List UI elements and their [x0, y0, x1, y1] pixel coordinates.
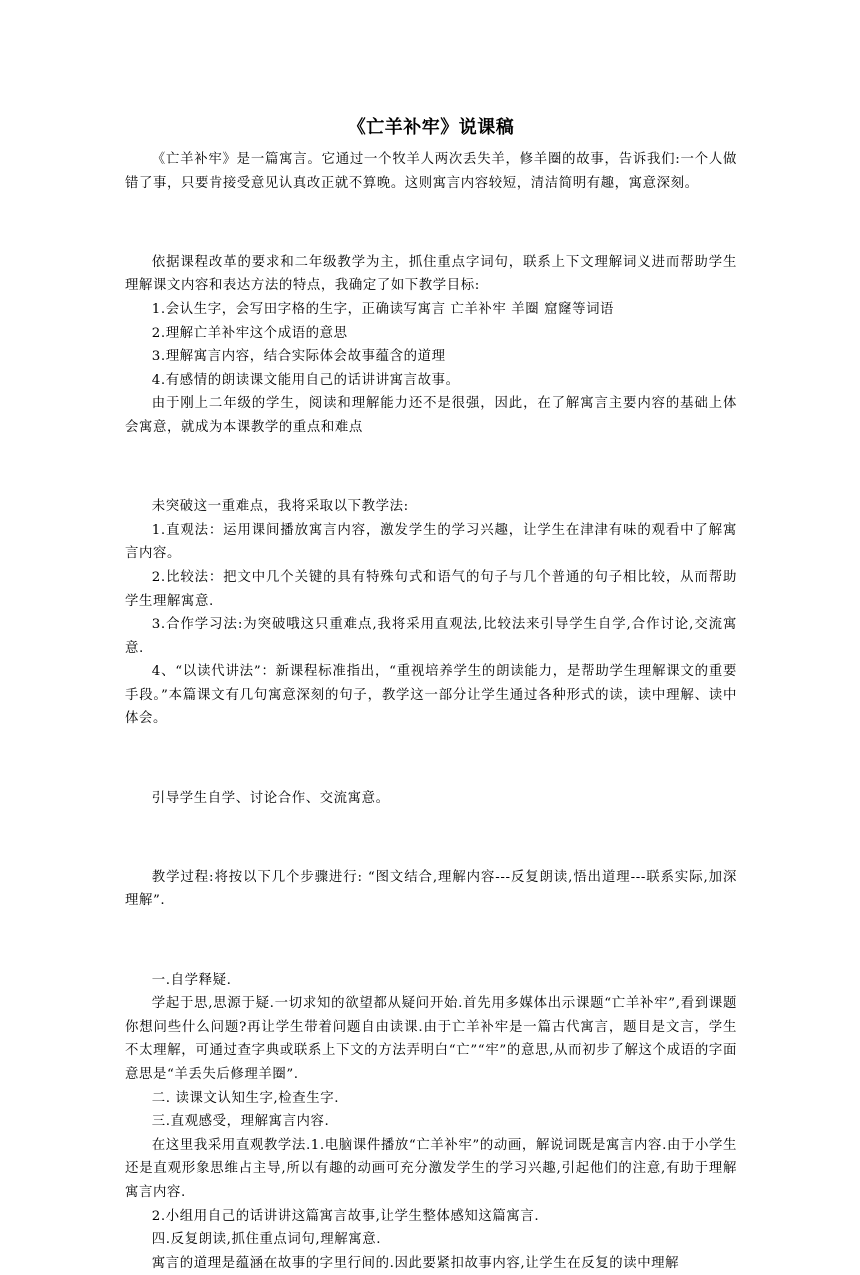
body-paragraph: 一.自学释疑.	[151, 972, 232, 988]
document-title: 《亡羊补牢》说课稿	[347, 117, 515, 138]
body-paragraph: 3.合作学习法:为突破哦这只重难点,我将采用直观法,比较法来引导学生自学,合作讨论,交流寓意.	[125, 617, 737, 656]
document-body	[125, 148, 737, 1275]
body-paragraph: 3.理解寓言内容，结合实际体会故事蕴含的道理	[151, 349, 446, 365]
blank-line	[125, 211, 737, 235]
body-paragraph: 2.比较法：把文中几个关键的具有特殊句式和语气的句子与几个普通的句子相比较，从而帮助学生理解寓意.	[125, 569, 737, 609]
body-paragraph: 2.小组用自己的话讲讲这篇寓言故事,让学生整体感知这篇寓言.	[151, 1208, 540, 1224]
body-paragraph: 三.直观感受，理解寓言内容.	[151, 1114, 330, 1130]
body-paragraph: 学起于思,思源于疑.一切求知的欲望都从疑问开始.首先用多媒体出示课题“亡羊补牢”,看到课题你想问些什么问题?再让学生带着问题自由读课.由于亡羊补牢是一篇古代寓言，题目是文言，学生不太理解，可通过查字典或联系上下文的方法弄明白“亡”“牢”的意思,从而初步了解这个成语的字面意思是“羊丢失后修理羊圈”.	[125, 996, 737, 1082]
blank-line	[125, 747, 737, 771]
body-paragraph: 2.理解亡羊补牢这个成语的意思	[151, 325, 348, 341]
body-paragraph: 二. 读课文认知生字,检查生字.	[151, 1090, 340, 1106]
body-paragraph: 由于刚上二年级的学生，阅读和理解能力还不是很强，因此，在了解寓言主要内容的基础上体会寓意，就成为本课教学的重点和难点	[125, 396, 737, 435]
body-paragraph: 4.有感情的朗读课文能用自己的话讲讲寓言故事。	[151, 372, 460, 388]
body-paragraph: 4、“以读代讲法”：新课程标准指出，“重视培养学生的朗读能力，是帮助学生理解课文的重要手段。”本篇课文有几句寓意深刻的句子，教学这一部分让学生通过各种形式的读，读中理解、读中体会。	[125, 664, 737, 727]
blank-line	[125, 929, 737, 953]
document-page	[125, 112, 737, 1275]
body-paragraph: 在这里我采用直观教学法.1.电脑课件播放“亡羊补牢”的动画，解说词既是寓言内容.由于小学生还是直观形象思维占主导,所以有趣的动画可充分激发学生的学习兴趣,引起他们的注意,有助于理解寓言内容.	[125, 1137, 737, 1200]
body-paragraph: 引导学生自学、讨论合作、交流寓意。	[151, 790, 390, 806]
body-paragraph: 1.会认生字，会写田字格的生字，正确读写寓言 亡羊补牢 羊圈 窟窿等词语	[151, 301, 615, 317]
blank-line	[125, 456, 737, 480]
blank-line	[125, 826, 737, 850]
body-paragraph: 依据课程改革的要求和二年级教学为主，抓住重点字词句，联系上下文理解词义进而帮助学生理解课文内容和表达方法的特点，我确定了如下教学目标:	[125, 254, 737, 294]
body-paragraph: 未突破这一重难点，我将采取以下教学法:	[151, 499, 409, 515]
body-paragraph: 寓言的道理是蕴涵在故事的字里行间的.因此要紧扣故事内容,让学生在反复的读中理解	[151, 1255, 680, 1271]
body-paragraph: 1.直观法：运用课间播放寓言内容，激发学生的学习兴趣，让学生在津津有味的观看中了解寓言内容。	[125, 522, 737, 562]
body-paragraph: 《亡羊补牢》是一篇寓言。它通过一个牧羊人两次丢失羊，修羊圈的故事，告诉我们:一个人做错了事，只要肯接受意见认真改正就不算晚。这则寓言内容较短，清洁简明有趣，寓意深刻。	[125, 152, 737, 191]
body-paragraph: 四.反复朗读,抓住重点词句,理解寓意.	[151, 1232, 382, 1248]
body-paragraph: 教学过程:将按以下几个步骤进行: “图文结合,理解内容---反复朗读,悟出道理---联系实际,加深理解”.	[125, 869, 737, 909]
